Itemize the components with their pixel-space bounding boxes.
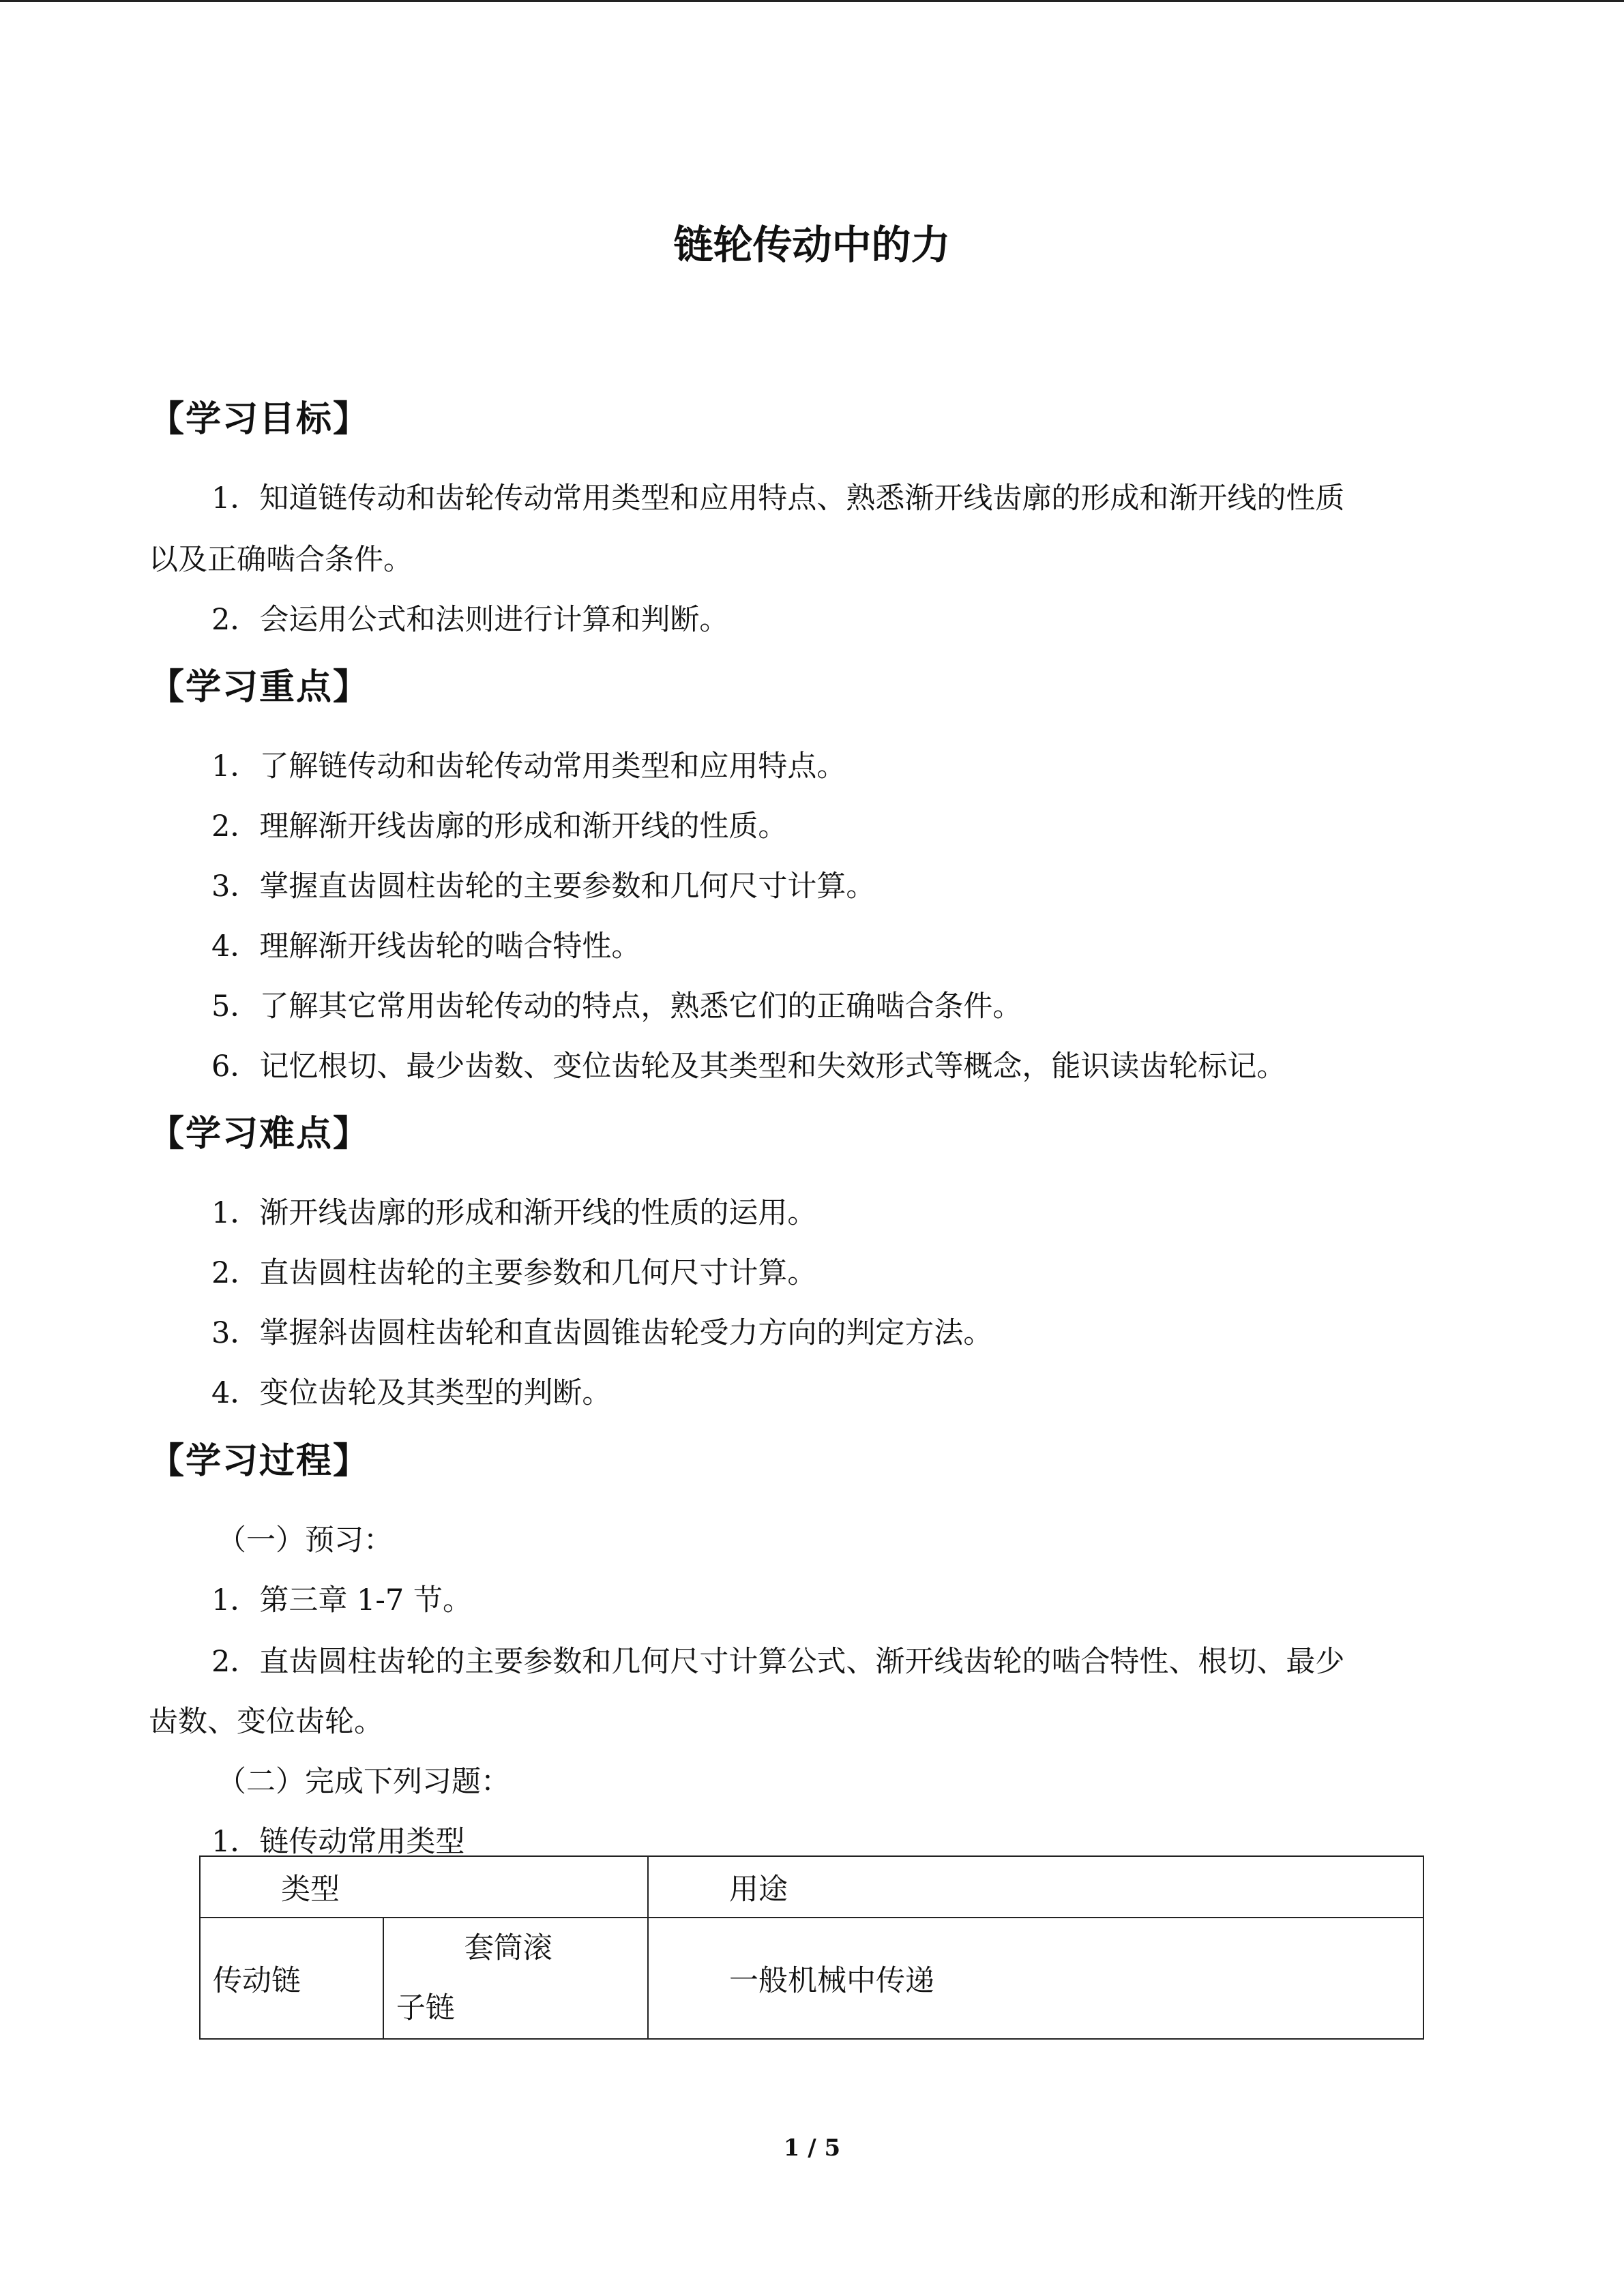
- process-item-2: 2．直齿圆柱齿轮的主要参数和几何尺寸计算公式、渐开线齿轮的啮合特性、根切、最少: [211, 1645, 1345, 1679]
- objective-item-2: 2．会运用公式和法则进行计算和判断。: [211, 603, 729, 637]
- category-cell: 传动链: [200, 1918, 383, 2039]
- table-row: [200, 1918, 1423, 2039]
- subtype-line-2: 子链: [396, 1991, 455, 2025]
- difficulty-item-4: 4．变位齿轮及其类型的判断。: [211, 1376, 612, 1410]
- use-cell: 一般机械中传递: [648, 1918, 1423, 2039]
- section-heading-difficulties: 【学习难点】: [149, 1114, 370, 1154]
- exercise-item-1: 1．链传动常用类型: [211, 1825, 465, 1859]
- key-point-item-4: 4．理解渐开线齿轮的啮合特性。: [211, 929, 641, 964]
- key-point-item-1: 1．了解链传动和齿轮传动常用类型和应用特点。: [211, 749, 846, 784]
- page-title: 链轮传动中的力: [673, 222, 951, 268]
- subtype-line-1: 套筒滚: [464, 1931, 552, 1965]
- table-header-row: [200, 1856, 1423, 1918]
- header-type-cell: 类型: [200, 1856, 648, 1918]
- page-number: 1 / 5: [783, 2134, 841, 2162]
- header-use-cell: 用途: [648, 1856, 1423, 1918]
- difficulty-item-3: 3．掌握斜齿圆柱齿轮和直齿圆锥齿轮受力方向的判定方法。: [211, 1316, 993, 1350]
- process-item-1: 1．第三章 1-7 节。: [211, 1583, 472, 1617]
- objective-item-1-cont: 以及正确啮合条件。: [149, 543, 413, 577]
- process-item-2-cont: 齿数、变位齿轮。: [149, 1705, 383, 1739]
- process-exercise-label: （二）完成下列习题：: [217, 1765, 510, 1799]
- section-heading-process: 【学习过程】: [149, 1441, 370, 1482]
- subtype-cell: [383, 1918, 648, 2039]
- key-point-item-5: 5．了解其它常用齿轮传动的特点，熟悉它们的正确啮合条件。: [211, 989, 1022, 1024]
- section-heading-objectives: 【学习目标】: [149, 399, 370, 440]
- key-point-item-3: 3．掌握直齿圆柱齿轮的主要参数和几何尺寸计算。: [211, 869, 876, 904]
- section-heading-key-points: 【学习重点】: [149, 667, 370, 708]
- process-preview-label: （一）预习：: [217, 1523, 393, 1557]
- key-point-item-2: 2．理解渐开线齿廓的形成和渐开线的性质。: [211, 809, 788, 844]
- chain-type-table: [199, 1855, 1424, 2040]
- difficulty-item-1: 1．渐开线齿廓的形成和渐开线的性质的运用。: [211, 1196, 817, 1230]
- key-point-item-6: 6．记忆根切、最少齿数、变位齿轮及其类型和失效形式等概念，能识读齿轮标记。: [211, 1049, 1286, 1084]
- objective-item-1: 1．知道链传动和齿轮传动常用类型和应用特点、熟悉渐开线齿廓的形成和渐开线的性质: [211, 481, 1345, 516]
- difficulty-item-2: 2．直齿圆柱齿轮的主要参数和几何尺寸计算。: [211, 1256, 817, 1290]
- top-border-line: [0, 0, 1624, 2]
